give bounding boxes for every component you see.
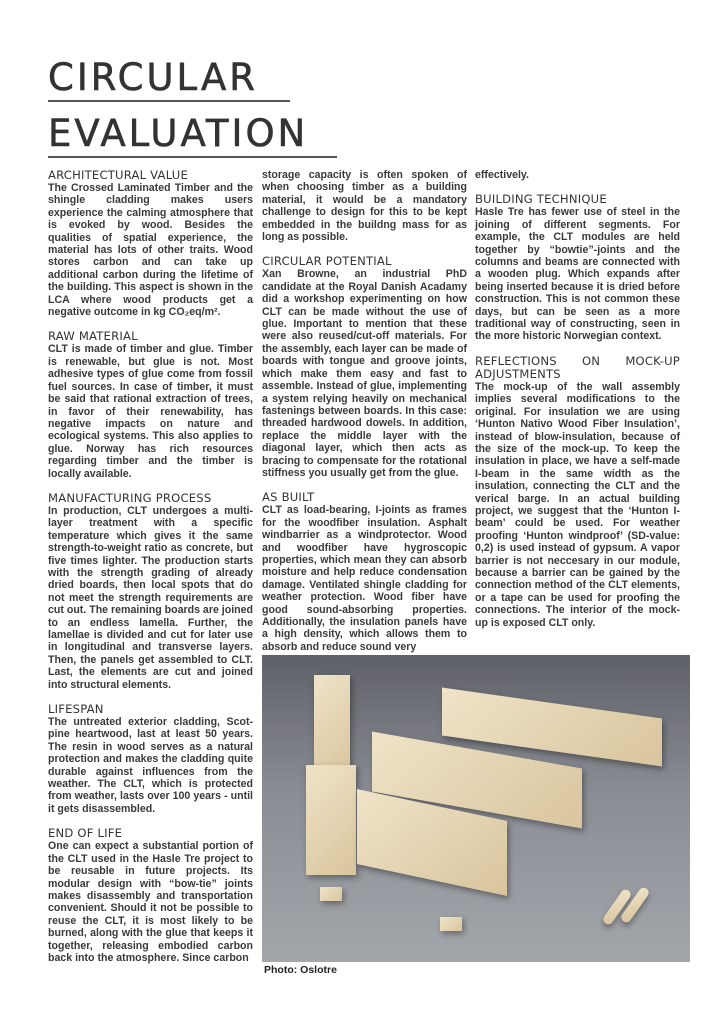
section-heading: MANUFACTURING PROCESS xyxy=(48,490,212,505)
section-end-of-life xyxy=(48,827,253,964)
vertical-block xyxy=(314,675,350,775)
section-body: One can expect a substantial portion of the CLT used in the Hasle Tre project to be reusable in future projects. Its modular design with “bow-tie” joints makes disassembly and transportation convenient. Should it not be possible to reuse the CLT, it is most likely to be burned, along with the glue that keeps it together, releasing embodied carbon back into the atmosphere. Since carbon xyxy=(48,840,253,964)
section-body: CLT as load-bearing, I-joints as frames for the woodfiber insulation. Asphalt windbarrier as a windprotector. Wood and woodfiber have hygroscopic properties, which mean they can absorb moisture and help reduce condensation damage. Ventilated shingle cladding for weather protection. Wood fiber have good sound-absorbing properties. Additionally, the insulation panels have a high density, which allows them to absorb and reduce sound very xyxy=(262,504,467,653)
section-body: The untreated exterior cladding, Scot-pine heartwood, last at least 50 years. The resin in wood serves as a natural protection and makes the cladding quite durable against influences from the weather. The CLT, which is protected from weather, lasts over 100 years - until it gets disassembled. xyxy=(48,716,253,815)
section-body-continued: storage capacity is often spoken of when choosing timber as a building material, it would be a mandatory challenge to design for this to be kept embedded in the buildng mass for as long as possible. xyxy=(262,169,467,244)
text-column-2 xyxy=(262,169,467,665)
page-title-line-2: EVALUATION xyxy=(48,112,337,158)
section-architectural-value xyxy=(48,169,253,318)
section-reflections xyxy=(475,355,680,629)
photo-caption: Photo: Oslotre xyxy=(264,964,337,976)
section-heading: CIRCULAR POTENTIAL xyxy=(262,254,392,269)
section-as-built xyxy=(262,491,467,653)
text-column-1 xyxy=(48,169,253,976)
bowtie-joint xyxy=(320,887,342,901)
section-heading: LIFESPAN xyxy=(48,702,104,717)
vertical-block-base xyxy=(306,765,356,875)
section-body-continued: effectively. xyxy=(475,169,529,181)
clt-mockup-photo xyxy=(262,655,690,962)
section-raw-material xyxy=(48,330,253,479)
section-circular-potential xyxy=(262,255,467,479)
section-manufacturing-process xyxy=(48,492,253,691)
section-heading: END OF LIFE xyxy=(48,826,123,841)
section-heading: BUILDING TECHNIQUE xyxy=(475,192,607,207)
section-building-technique xyxy=(475,193,680,342)
section-body: In production, CLT undergoes a multi-layer treatment with a specific temperature which gives it the same strength-to-weight ratio as concrete, but five times lighter. The production starts with the strength grading of already dried boards, then local spots that do not meet the strength requirements are cut out. The remaining boards are joined to an endless lamella. Further, the lamellae is divided and cut for later use in longitudinal and transverse layers. Then, the panels get assembled to CLT. Last, the elements are cut and joined into structural elements. xyxy=(48,504,253,691)
page-title-line-1: CIRCULAR xyxy=(48,56,290,102)
section-heading: REFLECTIONS ON MOCK-UP ADJUSTMENTS xyxy=(475,353,680,381)
bowtie-joint xyxy=(440,917,462,931)
section-body: Hasle Tre has fewer use of steel in the joining of different segments. For example, the CLT modules are held together by “bowtie”-joints and the columns and beams are connected with a wooden plug. Which expands after being inserted because it is dried before construction. This is not common these days, but can be seen as a more traditional way of constructing, seen in the more historic Norwegian context. xyxy=(475,206,680,343)
section-body: The mock-up of the wall assembly implies several modifications to the original. For insulation we are using ‘Hunton Nativo Wood Fiber Insulation’, instead of blow-insulation, because of the size of the mock-up. To keep the insulation in place, we have a self-made I-beam in the same width as the insulation, connecting the CLT and the verical barge. In an actual building project, we suggest that the ‘Hunton I-beam’ could be used. For weather proofing ‘Hunton windproof’ (SD-value: 0,2) is used instead of gypsum. A vapor barrier is not neccesary in our module, because a barrier can be gained by the connection method of the CLT elements, or a tape can be used for proofing the connections. The interior of the mock-up is exposed CLT only. xyxy=(475,380,680,629)
section-heading: ARCHITECTURAL VALUE xyxy=(48,168,188,182)
text-column-3 xyxy=(475,169,680,641)
section-heading: AS BUILT xyxy=(262,490,315,505)
section-lifespan xyxy=(48,703,253,815)
section-body: Xan Browne, an industrial PhD candidate at the Royal Danish Acadamy did a workshop experimenting on how CLT can be made without the use of glue. Important to mention that these were also reused/cut-off materials. For the assembly, each layer can be made of boards with tongue and groove joints, which make them easy and fast to assemble. Instead of glue, implementing a system relying heavily on mechanical fastenings between boards. In this case: threaded hardwood dowels. In addition, replace the middle layer with the diagonal layer, which then acts as bracing to compensate for the rotational stiffness you usually get from the glue. xyxy=(262,268,467,479)
section-heading: RAW MATERIAL xyxy=(48,329,138,344)
section-body: The Crossed Laminated Timber and the shingle cladding makes users experience the calming atmosphere that is evoked by wood. Besides the qualities of spatial experience, the material has lots of other traits. Wood stores carbon and can take up additional carbon during the lifetime of the building. This aspect is shown in the LCA where wood products get a negative outcome in kg CO₂eq/m². xyxy=(48,182,253,319)
section-body: CLT is made of timber and glue. Timber is renewable, but glue is not. Most adhesive types of glue come from fossil fuel sources. In case of timber, it must be said that rational extraction of trees, in favor of their renewability, has negative impacts on nature and ecological systems. This also applies to glue. Norway has rich resources regarding timber and the timber is locally available. xyxy=(48,343,253,480)
